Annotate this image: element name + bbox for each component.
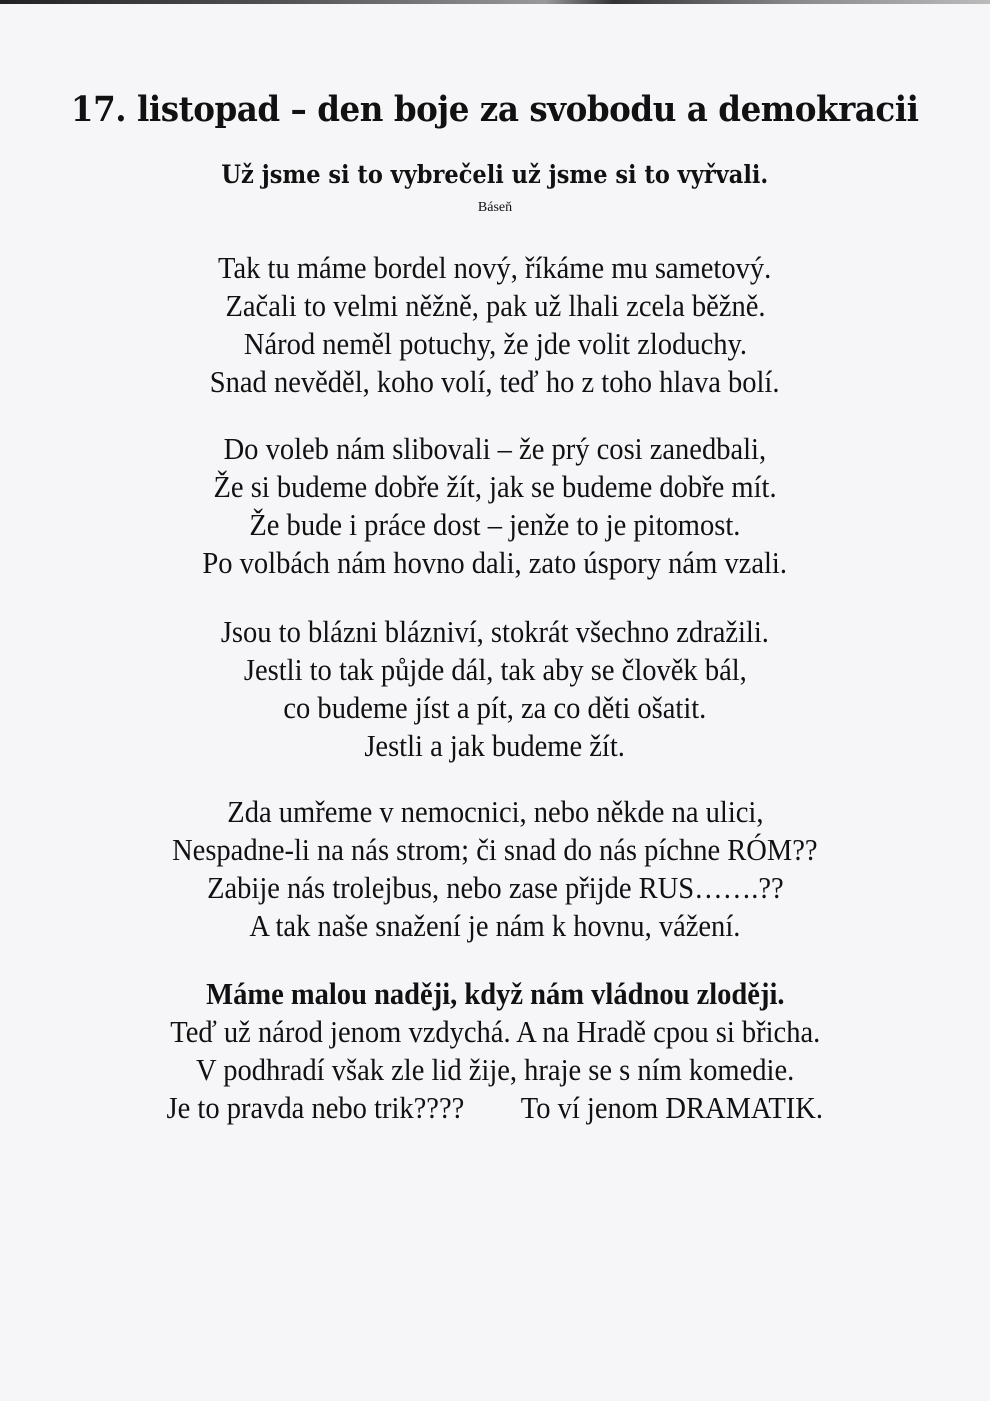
- poem-subtitle: [0, 155, 990, 195]
- poem-line: [0, 506, 990, 544]
- poem-line: [0, 325, 990, 363]
- poem-line-text: Tak tu máme bordel nový, říkáme mu sametový.: [218, 250, 772, 285]
- poem-line: [0, 869, 990, 907]
- poem-line: [0, 689, 990, 727]
- poem-line-text: Jestli to tak půjde dál, tak aby se člověk bál,: [243, 652, 747, 687]
- poem-line: [0, 363, 990, 401]
- poem-line: [0, 287, 990, 325]
- poem-line-text: Je to pravda nebo trik???? To ví jenom DRAMATIK.: [166, 1090, 824, 1125]
- page-title: [0, 86, 990, 134]
- poem-line-text: A tak naše snažení je nám k hovnu, vážení.: [249, 908, 741, 943]
- poem-line: [0, 544, 990, 582]
- stanza: [0, 613, 990, 765]
- poem-line-text: Zda umřeme v nemocnici, nebo někde na ulici,: [226, 794, 764, 829]
- poem-line: [0, 430, 990, 468]
- poem-line-text: Nespadne-li na nás strom; či snad do nás píchne RÓM??: [172, 832, 818, 867]
- stanza: [0, 430, 990, 582]
- poem-line: [0, 468, 990, 506]
- poem-subtitle-text: Už jsme si to vybrečeli už jsme si to vyřvali.: [221, 160, 769, 189]
- poem-line-text: Do voleb nám slibovali – že prý cosi zanedbali,: [223, 431, 767, 466]
- stanza: [0, 793, 990, 945]
- poem-line-text: Jestli a jak budeme žít.: [364, 728, 626, 763]
- poem-line-text: Začali to velmi něžně, pak už lhali zcela běžně.: [224, 288, 766, 323]
- poem-line: [0, 613, 990, 651]
- poem-line: [0, 1013, 990, 1051]
- poem-line-text: Že si budeme dobře žít, jak se budeme dobře mít.: [213, 469, 777, 504]
- poem-line-text: co budeme jíst a pít, za co děti ošatit.: [283, 690, 707, 725]
- poem-line: [0, 1051, 990, 1089]
- stanza: [0, 975, 990, 1127]
- poem-line: [0, 651, 990, 689]
- poem-line: [0, 907, 990, 945]
- poem-line-text: Zabije nás trolejbus, nebo zase přijde RUS…….??: [206, 870, 784, 905]
- genre-label: Báseň: [477, 200, 513, 215]
- poem-line: [0, 727, 990, 765]
- poem-line: [0, 249, 990, 287]
- poem-line-text: Po volbách nám hovno dali, zato úspory nám vzali.: [202, 545, 788, 580]
- poem-line: [0, 1089, 990, 1127]
- poem-line-text: V podhradí však zle lid žije, hraje se s ním komedie.: [195, 1052, 795, 1087]
- page-title-text: 17. listopad – den boje za svobodu a demokracii: [71, 89, 919, 130]
- stanza: [0, 249, 990, 401]
- poem-line: [0, 831, 990, 869]
- poem-line-text: Národ neměl potuchy, že jde volit zloduchy.: [243, 326, 747, 361]
- poem-line-text: Teď už národ jenom vzdychá. A na Hradě cpou si břicha.: [169, 1014, 821, 1049]
- poem-line-text: Snad nevěděl, koho volí, teď ho z toho hlava bolí.: [210, 364, 780, 399]
- poem-line-text: Že bude i práce dost – jenže to je pitomost.: [249, 507, 741, 542]
- poem-line-text: Máme malou naději, když nám vládnou zloději.: [205, 976, 785, 1011]
- poem-line: [0, 793, 990, 831]
- poem-line-text: Jsou to blázni blázniví, stokrát všechno zdražili.: [220, 614, 770, 649]
- poem-line-bold: [0, 975, 990, 1013]
